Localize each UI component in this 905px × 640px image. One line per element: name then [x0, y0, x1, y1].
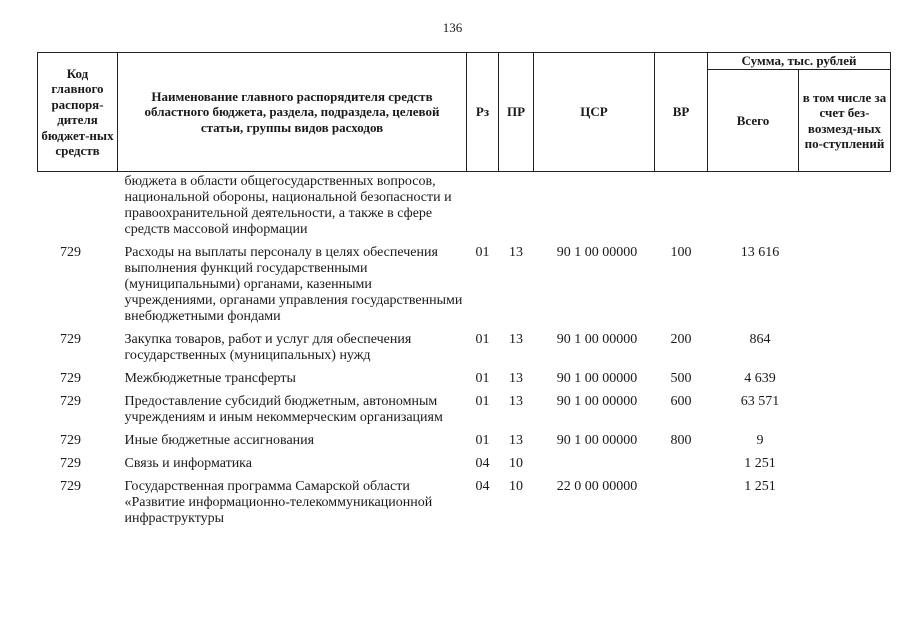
cell-free	[799, 371, 891, 394]
cell-name: Государственная программа Самарской области «Развитие информационно-телекоммуникационной инфраструктуры	[124, 479, 433, 526]
table-row	[38, 479, 891, 527]
cell-pr: 10	[509, 479, 523, 494]
budget-sheet	[37, 52, 890, 527]
cell-code: 729	[60, 371, 81, 386]
cell-csr: 90 1 00 00000	[556, 433, 638, 448]
cell-rz: 01	[475, 433, 490, 448]
cell-pr: 10	[509, 456, 523, 471]
cell-name: Межбюджетные трансферты	[124, 371, 296, 386]
cell-rz	[467, 172, 499, 246]
cell-code: 729	[60, 433, 81, 448]
cell-total: 13 616	[740, 245, 780, 260]
cell-pr	[499, 172, 534, 246]
cell-vr: 200	[670, 332, 692, 347]
cell-free	[799, 332, 891, 371]
cell-vr: 500	[670, 371, 692, 386]
cell-pr: 13	[509, 332, 523, 347]
cell-total	[708, 172, 799, 246]
cell-free	[799, 172, 891, 246]
header-total: Всего	[708, 70, 799, 172]
cell-pr: 13	[509, 433, 523, 448]
header-sum: Сумма, тыс. рублей	[708, 53, 891, 70]
cell-vr	[655, 479, 708, 527]
cell-code: 729	[60, 479, 81, 494]
cell-vr: 800	[670, 433, 692, 448]
cell-code	[38, 172, 118, 246]
table-row	[38, 394, 891, 433]
table-row	[38, 332, 891, 371]
cell-code: 729	[60, 456, 81, 471]
cell-pr: 13	[509, 371, 523, 386]
cell-vr	[655, 456, 708, 479]
cell-rz: 01	[475, 394, 490, 409]
cell-rz: 01	[475, 245, 490, 260]
header-pr: ПР	[499, 53, 534, 172]
table-body	[38, 172, 891, 528]
cell-name: Предоставление субсидий бюджетным, автономным учреждениям и иным некоммерческим организациям	[124, 394, 443, 425]
cell-code: 729	[60, 245, 81, 260]
cell-code: 729	[60, 332, 81, 347]
cell-csr: 22 0 00 00000	[556, 479, 638, 494]
cell-name: Иные бюджетные ассигнования	[124, 433, 315, 448]
header-csr: ЦСР	[534, 53, 655, 172]
cell-rz: 04	[475, 456, 490, 471]
cell-free	[799, 456, 891, 479]
cell-csr	[534, 172, 655, 246]
cell-pr: 13	[509, 245, 523, 260]
cell-vr	[655, 172, 708, 246]
cell-rz: 01	[475, 332, 490, 347]
cell-vr: 100	[670, 245, 692, 260]
cell-rz: 04	[475, 479, 490, 494]
cell-free	[799, 479, 891, 527]
table-row	[38, 172, 891, 246]
cell-csr: 90 1 00 00000	[556, 332, 638, 347]
cell-name: Связь и информатика	[124, 456, 252, 471]
cell-csr: 90 1 00 00000	[556, 371, 638, 386]
table-row	[38, 433, 891, 456]
table-row	[38, 456, 891, 479]
budget-table	[37, 52, 891, 527]
cell-rz: 01	[475, 371, 490, 386]
cell-total: 4 639	[744, 371, 776, 386]
header-vr: ВР	[655, 53, 708, 172]
table-row	[38, 371, 891, 394]
cell-vr: 600	[670, 394, 692, 409]
table-row	[38, 245, 891, 332]
cell-free	[799, 394, 891, 433]
cell-total: 9	[756, 433, 764, 448]
cell-free	[799, 245, 891, 332]
cell-csr	[534, 456, 655, 479]
cell-pr: 13	[509, 394, 523, 409]
cell-name: Расходы на выплаты персоналу в целях обеспечения выполнения функций государственными (муниципальными) органами, казенными учреждениями, органами управления государственными внебюджетными фондами	[124, 245, 463, 324]
header-code: Код главного распоря-дителя бюджет-ных средств	[38, 53, 118, 172]
table-header	[38, 53, 891, 172]
cell-total: 1 251	[744, 479, 776, 494]
cell-csr: 90 1 00 00000	[556, 245, 638, 260]
cell-name: бюджета в области общегосударственных вопросов, национальной обороны, национальной безопасности и правоохранительной деятельности, а также в сфере средств массовой информации	[124, 174, 452, 237]
cell-free	[799, 433, 891, 456]
cell-total: 63 571	[740, 394, 780, 409]
header-free: в том числе за счет без-возмезд-ных по-ступлений	[799, 70, 891, 172]
cell-name: Закупка товаров, работ и услуг для обеспечения государственных (муниципальных) нужд	[124, 332, 412, 363]
page-number: 136	[442, 20, 463, 35]
cell-total: 864	[749, 332, 771, 347]
header-name: Наименование главного распорядителя средств областного бюджета, раздела, подраздела, целевой статьи, группы видов расходов	[118, 53, 467, 172]
cell-code: 729	[60, 394, 81, 409]
header-rz: Рз	[467, 53, 499, 172]
cell-csr: 90 1 00 00000	[556, 394, 638, 409]
cell-total: 1 251	[744, 456, 776, 471]
